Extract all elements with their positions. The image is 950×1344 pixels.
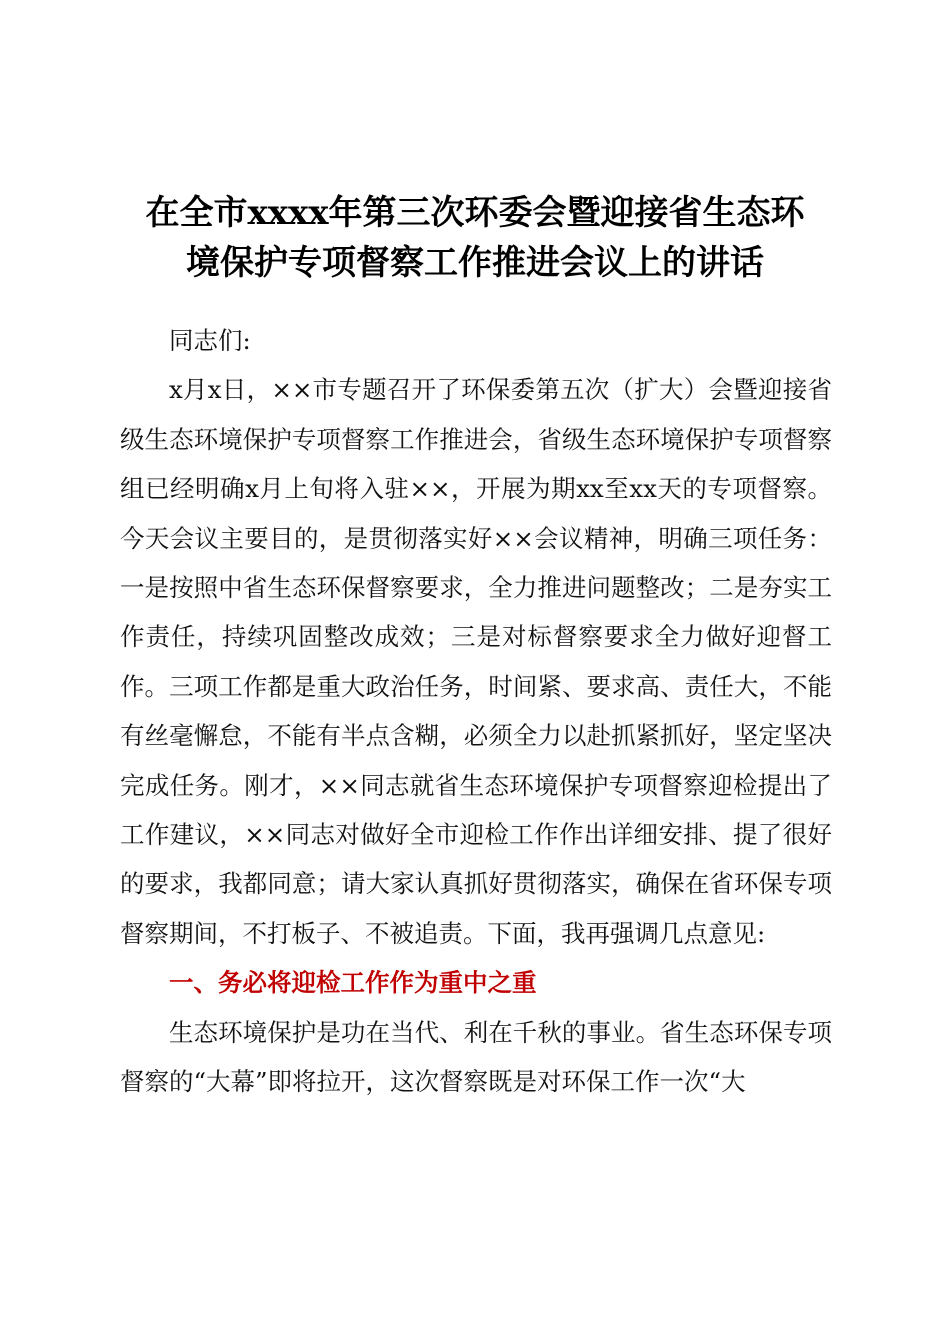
document-body xyxy=(120,316,832,1107)
section-heading-1: 一、务必将迎检工作作为重中之重 xyxy=(169,968,537,998)
paragraph-section-1: 生态环境保护是功在当代、利在千秋的事业。省生态环保专项督察的“大幕”即将拉开，这次督察既是对环保工作一次“大 xyxy=(120,1017,832,1097)
document-title xyxy=(110,188,840,288)
paragraph-intro: x月x日，××市专题召开了环保委第五次（扩大）会暨迎接省级生态环境保护专项督察工作推进会，省级生态环境保护专项督察组已经明确x月上旬将入驻××，开展为期xx至xx天的专项督察。今天会议主要目的，是贯彻落实好××会议精神，明确三项任务：一是按照中省生态环保督察要求，全力推进问题整改；二是夯实工作责任，持续巩固整改成效；三是对标督察要求全力做好迎督工作。三项工作都是重大政治任务，时间紧、要求高、责任大，不能有丝毫懈怠，不能有半点含糊，必须全力以赴抓紧抓好，坚定坚决完成任务。刚才，××同志就省生态环境保护专项督察迎检提出了工作建议，××同志对做好全市迎检工作作出详细安排、提了很好的要求，我都同意；请大家认真抓好贯彻落实，确保在省环保专项督察期间，不打板子、不被追责。下面，我再强调几点意见: xyxy=(120,375,832,948)
salutation: 同志们: xyxy=(169,326,251,355)
title-line-2: 境保护专项督察工作推进会议上的讲话 xyxy=(186,243,764,283)
title-line-1: 在全市xxxx年第三次环委会暨迎接省生态环 xyxy=(145,193,805,233)
